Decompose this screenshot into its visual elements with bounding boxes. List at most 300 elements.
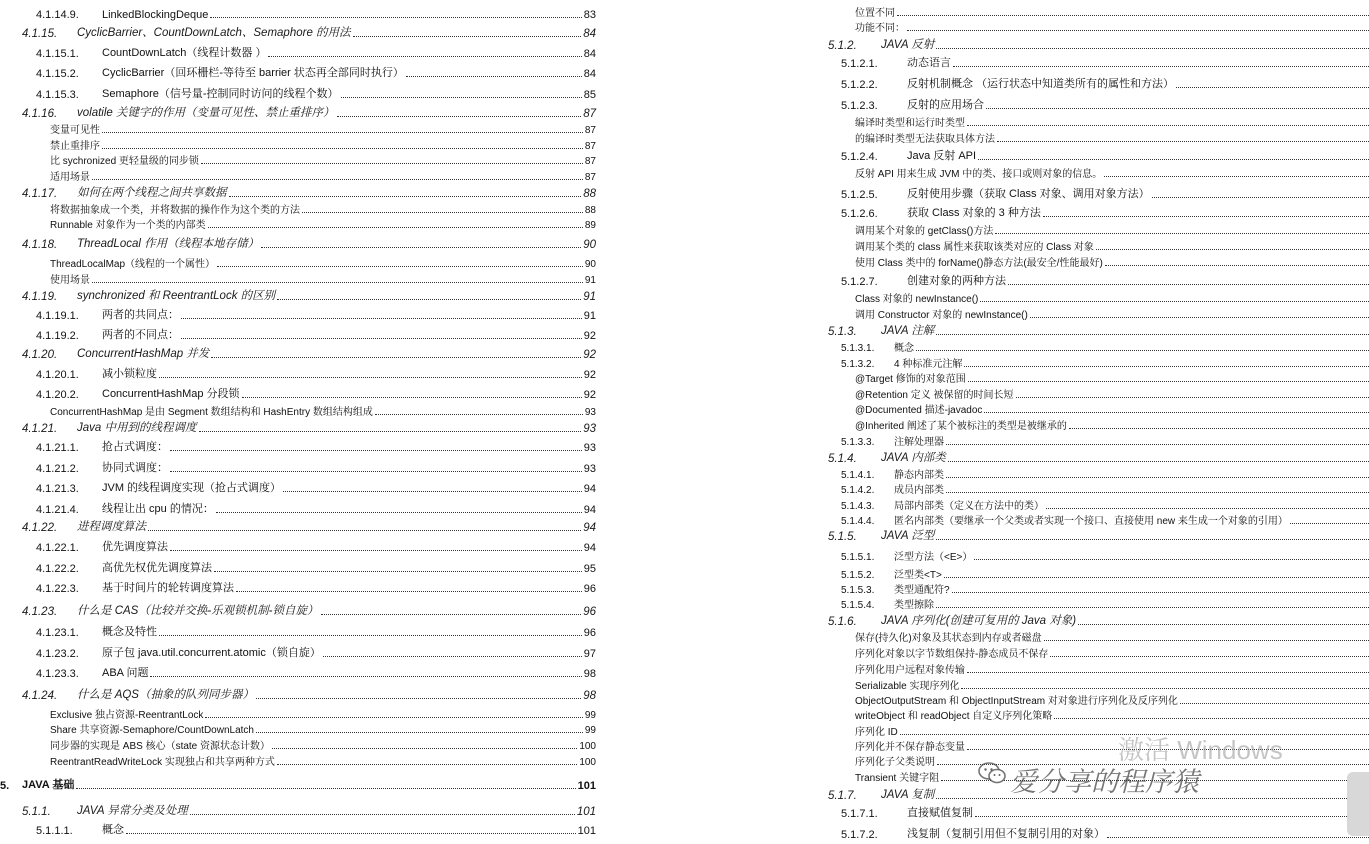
toc-entry-page-number: 97 [583,648,596,660]
toc-entry-number: 4.1.15.2. [36,68,79,80]
toc-entry-page-number: 101 [577,825,596,837]
toc-entry-title: 调用某个对象的 getClass()方法 [855,226,994,237]
toc-entry-title: 序列化并不保存静态变量 [855,742,965,753]
toc-entry[interactable] [698,291,1369,305]
toc-entry-title: 概念及特性 [102,626,157,638]
toc-dot-leader [974,559,1369,560]
toc-entry[interactable] [0,122,596,136]
toc-entry[interactable] [0,604,596,618]
toc-entry[interactable] [698,115,1369,129]
toc-entry[interactable] [698,708,1369,722]
toc-dot-leader [375,414,583,415]
toc-entry[interactable] [0,540,596,554]
toc-entry-title: 序列化对象以字节数组保持-静态成员不保存 [855,649,1049,660]
toc-dot-leader [170,550,582,551]
toc-entry[interactable] [698,307,1369,321]
toc-entry-title: 抢占式调度： [102,441,168,453]
toc-dot-leader [980,301,1369,302]
toc-entry-page-number: 96 [583,606,596,618]
toc-dot-leader [92,282,583,283]
toc-entry-title: 两者的不同点： [102,329,179,341]
toc-entry-title: 序列化子父类说明 [855,757,935,768]
toc-dot-leader [181,318,582,319]
toc-entry-title: 调用 Constructor 对象的 newInstance() [855,310,1028,321]
toc-entry-title: 基于时间片的轮转调度算法 [102,582,234,594]
toc-entry[interactable] [698,223,1369,237]
toc-entry[interactable] [0,520,596,534]
toc-dot-leader [1054,718,1369,719]
toc-dot-leader [978,159,1369,160]
toc-entry-page-number: 94 [583,483,596,495]
toc-entry[interactable] [0,328,596,342]
toc-entry[interactable] [0,367,596,381]
toc-dot-leader [148,530,581,531]
toc-entry-title: 泛型类<T> [894,570,942,581]
toc-entry[interactable] [698,239,1369,253]
toc-entry-title: ABA 问题 [102,667,149,679]
toc-entry-title: @Documented 描述-javadoc [855,405,983,416]
toc-entry[interactable] [698,467,1369,481]
toc-dot-leader [321,614,582,615]
toc-entry[interactable] [0,804,596,818]
toc-dot-leader [406,76,582,77]
toc-entry-page-number: 84 [583,28,596,40]
toc-entry-page-number: 92 [583,330,596,342]
toc-entry[interactable] [698,678,1369,692]
toc-dot-leader [936,539,1369,540]
toc-entry[interactable] [0,461,596,475]
toc-entry-page-number: 92 [583,349,596,361]
toc-entry[interactable] [698,38,1369,52]
toc-dot-leader [1290,523,1369,524]
toc-entry-number: 5.1.2.1. [841,58,878,70]
toc-dot-leader [1105,265,1369,266]
toc-entry[interactable] [0,666,596,680]
toc-entry-title: 序列化 ID [855,727,898,738]
toc-entry-title: 概念 [894,343,914,354]
toc-dot-leader [341,97,582,98]
toc-entry-title: 泛型方法（<E>） [894,552,973,563]
toc-entry[interactable] [0,738,596,752]
toc-entry[interactable] [698,418,1369,432]
toc-entry[interactable] [698,131,1369,145]
toc-entry[interactable] [698,340,1369,354]
toc-dot-leader [92,179,583,180]
toc-dot-leader [126,833,576,834]
toc-entry-page-number: 101 [577,780,596,792]
toc-entry-page-number: 99 [584,725,596,736]
toc-entry[interactable] [698,498,1369,512]
toc-entry[interactable] [0,440,596,454]
toc-entry[interactable] [698,597,1369,611]
toc-entry[interactable] [0,823,596,837]
toc-entry[interactable] [698,20,1369,34]
toc-dot-leader [199,431,582,432]
toc-entry-number: 5.1.4.2. [841,485,875,496]
toc-dot-leader [1044,640,1369,641]
toc-entry-page-number: 89 [584,220,596,231]
toc-entry-page-number: 88 [583,188,596,200]
toc-entry-number: 4.1.22.2. [36,563,79,575]
toc-dot-leader [211,357,581,358]
toc-entry-title: 进程调度算法 [77,521,146,533]
toc-entry[interactable] [698,693,1369,707]
toc-entry-number: 4.1.17. [22,188,58,200]
toc-entry[interactable] [0,46,596,60]
toc-entry-number: 5.1.3.1. [841,343,875,354]
toc-entry[interactable] [698,187,1369,201]
toc-dot-leader [150,676,581,677]
toc-entry[interactable] [0,688,596,702]
toc-entry-page-number: 91 [583,310,596,322]
toc-entry-title: 什么是 AQS（抽象的队列同步器） [77,689,254,701]
toc-entry-title: JAVA 注解 [881,325,935,337]
toc-entry-number: 4.1.23.1. [36,627,79,639]
toc-entry-title: JAVA 复制 [881,789,935,801]
toc-dot-leader [170,450,582,451]
toc-entry[interactable] [698,255,1369,269]
toc-entry[interactable] [0,308,596,322]
toc-entry-title: @Target 修饰的对象范围 [855,374,966,385]
toc-entry-number: 5.1.2.6. [841,208,878,220]
toc-entry-page-number: 85 [583,89,596,101]
toc-entry-number: 5.1.5.2. [841,570,875,581]
toc-entry-number: 5.1.2.4. [841,151,878,163]
toc-entry[interactable] [0,754,596,768]
toc-entry-title: synchronized 和 ReentrantLock 的区别 [77,290,276,302]
toc-entry-title: 位置不同 [855,8,895,19]
toc-dot-leader [1078,624,1369,625]
toc-entry-title: 类型擦除 [894,600,934,611]
toc-dot-leader [277,764,577,765]
toc-entry[interactable] [0,481,596,495]
toc-entry-page-number: 100 [579,757,596,768]
toc-dot-leader [1043,216,1369,217]
toc-dot-leader [964,366,1369,367]
toc-entry-number: 4.1.19. [22,291,58,303]
toc-entry-number: 4.1.15. [22,28,58,40]
toc-entry-number: 4.1.15.1. [36,48,79,60]
toc-entry-title: 匿名内部类（要继承一个父类或者实现一个接口、直接使用 new 来生成一个对象的引用） [894,516,1288,527]
toc-dot-leader [1050,656,1369,657]
toc-entry-page-number: 91 [584,275,596,286]
toc-entry[interactable] [0,66,596,80]
toc-entry-page-number: 92 [583,389,596,401]
toc-dot-leader [190,814,575,815]
toc-entry-number: 5.1.5.4. [841,600,875,611]
toc-dot-leader [210,17,581,18]
toc-entry[interactable] [0,153,596,167]
toc-entry-title: 编译时类型和运行时类型 [855,118,965,129]
toc-entry[interactable] [698,371,1369,385]
toc-entry[interactable] [0,186,596,200]
toc-entry-title: ConcurrentHashMap 是由 Segment 数组结构和 HashEntry 数组结构组成 [50,407,373,418]
toc-entry-page-number: 84 [583,68,596,80]
toc-dot-leader [967,125,1369,126]
toc-entry[interactable] [698,646,1369,660]
toc-dot-leader [1008,284,1369,285]
toc-entry[interactable] [0,138,596,152]
toc-entry[interactable] [0,217,596,231]
side-tab-handle[interactable] [1347,772,1369,836]
toc-entry-page-number: 87 [584,125,596,136]
toc-entry[interactable] [0,646,596,660]
toc-entry[interactable] [698,206,1369,220]
toc-entry-number: 4.1.15.3. [36,89,79,101]
toc-entry-title: 两者的共同点： [102,309,179,321]
toc-dot-leader [261,247,581,248]
toc-entry-number: 5.1.7.2. [841,829,878,841]
toc-entry-page-number: 92 [583,369,596,381]
toc-entry[interactable] [698,513,1369,527]
toc-entry-title: ThreadLocalMap（线程的一个属性） [50,259,216,270]
toc-entry-number: 5.1.2.3. [841,100,878,112]
toc-entry-title: JAVA 反射 [881,39,935,51]
toc-dot-leader [936,48,1369,49]
toc-entry-number: 4.1.19.2. [36,330,79,342]
toc-entry-number: 4.1.23. [22,606,58,618]
toc-entry-page-number: 83 [583,9,596,21]
toc-entry[interactable] [0,404,596,418]
toc-entry-number: 4.1.14.9. [36,9,79,21]
toc-entry-page-number: 94 [583,542,596,554]
toc-entry-number: 5.1.2. [828,40,857,52]
toc-dot-leader [201,163,583,164]
toc-entry[interactable] [0,169,596,183]
toc-entry[interactable] [698,806,1369,820]
toc-dot-leader [1176,87,1369,88]
toc-dot-leader [936,607,1369,608]
toc-entry-page-number: 87 [584,141,596,152]
toc-entry-number: 5.1.5. [828,531,857,543]
toc-dot-leader [76,788,575,789]
toc-entry[interactable] [0,26,596,40]
toc-entry-title: 注解处理器 [894,437,944,448]
toc-entry-title: 动态语言 [907,57,951,69]
toc-entry[interactable] [698,827,1369,841]
toc-entry[interactable] [698,356,1369,370]
toc-entry-page-number: 101 [576,806,596,818]
toc-entry[interactable] [0,502,596,516]
toc-dot-leader [961,688,1369,689]
toc-entry-title: writeObject 和 readObject 自定义序列化策略 [855,711,1053,722]
toc-entry-number: 5.1.4.4. [841,516,875,527]
toc-entry[interactable] [0,237,596,251]
toc-entry-title: 浅复制（复制引用但不复制引用的对象） [907,828,1105,840]
toc-entry[interactable] [0,7,596,21]
toc-entry[interactable] [0,347,596,361]
toc-entry-number: 4.1.16. [22,108,58,120]
toc-entry-title: 减小锁粒度 [102,368,157,380]
toc-entry-page-number: 91 [583,291,596,303]
toc-entry-page-number: 98 [583,668,596,680]
toc-dot-leader [1152,197,1369,198]
toc-entry-title: 反射使用步骤（获取 Class 对象、调用对象方法） [907,188,1150,200]
toc-entry-title: 类型通配符? [894,585,950,596]
toc-entry-page-number: 90 [583,239,596,251]
toc-entry-title: CyclicBarrier（回环栅栏-等待至 barrier 状态再全部同时执行） [102,67,404,79]
toc-entry-page-number: 87 [584,156,596,167]
toc-dot-leader [1046,508,1369,509]
toc-dot-leader [272,748,577,749]
toc-entry-title: ThreadLocal 作用（线程本地存储） [77,238,260,250]
toc-entry[interactable] [698,434,1369,448]
toc-entry-title: 协同式调度： [102,462,168,474]
toc-entry-page-number: 99 [584,710,596,721]
toc-entry[interactable] [0,289,596,303]
toc-dot-leader [1016,397,1369,398]
toc-entry-title: 反射的应用场合 [907,99,984,111]
toc-entry[interactable] [698,630,1369,644]
toc-dot-leader [242,397,582,398]
toc-entry-title: 功能不同： [855,23,905,34]
toc-entry[interactable] [0,707,596,721]
toc-entry-title: ObjectOutputStream 和 ObjectInputStream 对对象进行序列化及反序列化 [855,696,1178,707]
toc-entry-number: 5.1.7. [828,790,857,802]
toc-dot-leader [1180,703,1369,704]
toc-entry-title: @Retention 定义 被保留的时间长短 [855,390,1014,401]
toc-entry-title: Java 反射 API [907,150,977,162]
toc-entry-page-number: 84 [583,48,596,60]
toc-entry-title: ReentrantReadWriteLock 实现独占和共享两种方式 [50,757,275,768]
toc-dot-leader [916,350,1369,351]
toc-entry[interactable] [698,582,1369,596]
toc-entry[interactable] [0,202,596,216]
toc-entry-title: @Inherited 阐述了某个被标注的类型是被继承的 [855,421,1067,432]
toc-entry[interactable] [698,529,1369,543]
toc-dot-leader [216,512,582,513]
toc-entry-number: 4.1.21.2. [36,463,79,475]
toc-entry[interactable] [698,98,1369,112]
toc-dot-leader [170,471,582,472]
toc-entry[interactable] [0,87,596,101]
toc-entry-number: 5.1.3.2. [841,359,875,370]
toc-entry-title: 优先调度算法 [102,541,168,553]
toc-entry[interactable] [698,56,1369,70]
toc-entry[interactable] [0,561,596,575]
toc-entry-title: CountDownLatch（线程计数器 ） [102,47,267,59]
toc-entry-number: 4.1.23.3. [36,668,79,680]
toc-dot-leader [214,571,582,572]
toc-entry[interactable] [698,5,1369,19]
toc-entry-title: LinkedBlockingDeque [102,9,209,21]
toc-entry-title: 4 种标准元注解 [894,359,963,370]
toc-entry-title: 序列化用户远程对象传输 [855,665,965,676]
toc-entry-number: 5.1.2.5. [841,189,878,201]
toc-entry[interactable] [0,722,596,736]
toc-entry-page-number: 93 [583,423,596,435]
toc-entry-page-number: 95 [583,563,596,575]
toc-dot-leader [907,30,1369,31]
toc-entry-number: 5.1.1. [22,806,51,818]
toc-entry-page-number: 87 [584,172,596,183]
toc-entry-title: Exclusive 独占资源-ReentrantLock [50,710,204,721]
toc-entry[interactable] [698,387,1369,401]
toc-entry-page-number: 90 [584,259,596,270]
toc-entry[interactable] [0,421,596,435]
toc-dot-leader [353,36,582,37]
toc-entry-title: 如何在两个线程之间共享数据 [77,187,227,199]
toc-entry[interactable] [698,77,1369,91]
toc-entry[interactable] [0,778,596,792]
toc-entry-number: 4.1.21.1. [36,442,79,454]
toc-entry-title: 适用场景 [50,172,90,183]
toc-dot-leader [1104,176,1369,177]
toc-entry[interactable] [0,272,596,286]
toc-entry-title: JVM 的线程调度实现（抢占式调度） [102,482,282,494]
toc-dot-leader [946,492,1369,493]
toc-dot-leader [283,491,582,492]
toc-entry-number: 5.1.2.2. [841,79,878,91]
toc-dot-leader [1107,837,1369,838]
toc-entry-title: CyclicBarrier、CountDownLatch、Semaphore 的用法 [77,27,351,39]
toc-entry[interactable] [698,567,1369,581]
toc-entry[interactable] [698,324,1369,338]
toc-entry-number: 4.1.22.3. [36,583,79,595]
toc-dot-leader [102,148,583,149]
toc-entry-title: JAVA 泛型 [881,530,935,542]
toc-entry-number: 5.1.1.1. [36,825,73,837]
toc-entry-title: Share 共享资源-Semaphore/CountDownLatch [50,725,254,736]
toc-entry-title: 概念 [102,824,124,836]
toc-entry-title: 成员内部类 [894,485,944,496]
toc-entry[interactable] [698,451,1369,465]
toc-entry[interactable] [698,482,1369,496]
toc-dot-leader [967,672,1369,673]
toc-dot-leader [952,592,1369,593]
toc-dot-leader [1096,249,1369,250]
toc-entry-number: 4.1.21.3. [36,483,79,495]
toc-entry[interactable] [698,166,1369,180]
toc-entry-page-number: 94 [583,504,596,516]
toc-entry[interactable] [0,106,596,120]
toc-entry-title: ConcurrentHashMap 并发 [77,348,210,360]
toc-entry-number: 4.1.20.2. [36,389,79,401]
toc-entry-number: 5.1.3. [828,326,857,338]
toc-entry-title: Serializable 实现序列化 [855,681,960,692]
toc-entry-number: 4.1.19.1. [36,310,79,322]
toc-entry-number: 5.1.4. [828,453,857,465]
toc-entry-title: Class 对象的 newInstance() [855,294,979,305]
toc-entry[interactable] [0,625,596,639]
toc-entry[interactable] [698,274,1369,288]
toc-entry-number: 5.1.7.1. [841,808,878,820]
toc-entry[interactable] [698,402,1369,416]
toc-entry-title: 同步器的实现是 ABS 核心（state 资源状态计数） [50,741,271,752]
toc-entry-title: volatile 关键字的作用（变量可见性、禁止重排序） [77,107,335,119]
toc-entry-title: 的编译时类型无法获取具体方法 [855,134,995,145]
toc-entry-page-number: 96 [583,583,596,595]
page-gap [606,0,698,844]
toc-entry[interactable] [0,256,596,270]
toc-entry[interactable] [698,149,1369,163]
toc-entry[interactable] [698,549,1369,563]
toc-entry-number: 5.1.2.7. [841,276,878,288]
toc-entry-title: 获取 Class 对象的 3 种方法 [907,207,1041,219]
toc-entry[interactable] [0,387,596,401]
toc-entry[interactable] [698,614,1369,628]
toc-entry-title: 直接赋值复制 [907,807,973,819]
toc-entry[interactable] [698,662,1369,676]
toc-entry-number: 4.1.21.4. [36,504,79,516]
toc-entry-title: Java 中用到的线程调度 [77,422,197,434]
toc-dot-leader [936,334,1369,335]
toc-entry-title: 使用 Class 类中的 forName()静态方法(最安全/性能最好) [855,258,1103,269]
toc-entry[interactable] [0,581,596,595]
toc-dot-leader [997,141,1369,142]
toc-right-page [698,0,1369,844]
toc-dot-leader [337,116,582,117]
